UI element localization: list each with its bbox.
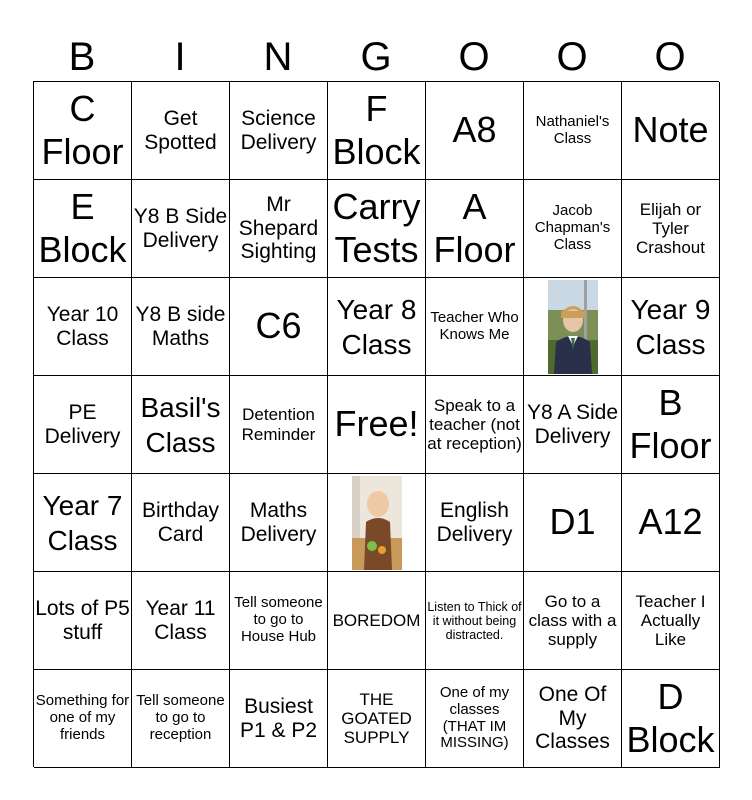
bingo-cell[interactable]: Maths Delivery	[230, 474, 328, 572]
bingo-cell[interactable]: A Floor	[426, 180, 524, 278]
boy-photo-image	[548, 280, 598, 374]
bingo-cell[interactable]: C6	[230, 278, 328, 376]
bingo-cell[interactable]: Speak to a teacher (not at reception)	[426, 376, 524, 474]
header-letter: G	[360, 35, 392, 79]
bingo-cell[interactable]: B Floor	[622, 376, 720, 474]
bingo-cell[interactable]: A8	[426, 82, 524, 180]
bingo-cell-photo[interactable]	[328, 474, 426, 572]
bingo-cell[interactable]: D1	[524, 474, 622, 572]
header-letter: O	[458, 35, 490, 79]
bingo-cell[interactable]: E Block	[34, 180, 132, 278]
bingo-cell[interactable]: BOREDOM	[328, 572, 426, 670]
bingo-cell[interactable]: English Delivery	[426, 474, 524, 572]
bingo-cell[interactable]: Carry Tests	[328, 180, 426, 278]
header-letter: I	[174, 35, 186, 79]
bingo-cell[interactable]: Mr Shepard Sighting	[230, 180, 328, 278]
bingo-cell[interactable]: Elijah or Tyler Crashout	[622, 180, 720, 278]
bingo-cell[interactable]: One Of My Classes	[524, 670, 622, 768]
bingo-cell[interactable]: Y8 B side Maths	[132, 278, 230, 376]
bingo-cell[interactable]: One of my classes (THAT IM MISSING)	[426, 670, 524, 768]
free-space-cell[interactable]: Free!	[328, 376, 426, 474]
bingo-cell[interactable]: Nathaniel's Class	[524, 82, 622, 180]
bingo-cell[interactable]: Year 11 Class	[132, 572, 230, 670]
bingo-cell[interactable]: Basil's Class	[132, 376, 230, 474]
header-letter: N	[263, 35, 293, 79]
bingo-cell[interactable]: Teacher Who Knows Me	[426, 278, 524, 376]
bingo-cell[interactable]: A12	[622, 474, 720, 572]
bingo-cell[interactable]: Y8 A Side Delivery	[524, 376, 622, 474]
bingo-cell[interactable]: Listen to Thick of it without being distracted.	[426, 572, 524, 670]
header-letter: B	[68, 35, 96, 79]
header-letter: O	[556, 35, 588, 79]
bingo-cell[interactable]: Year 7 Class	[34, 474, 132, 572]
toddler-photo-image	[352, 476, 402, 570]
header-letter: O	[654, 35, 686, 79]
bingo-cell[interactable]: Go to a class with a supply	[524, 572, 622, 670]
bingo-cell[interactable]: Teacher I Actually Like	[622, 572, 720, 670]
bingo-cell[interactable]: Detention Reminder	[230, 376, 328, 474]
bingo-cell[interactable]: Year 10 Class	[34, 278, 132, 376]
bingo-cell[interactable]: Y8 B Side Delivery	[132, 180, 230, 278]
bingo-cell[interactable]: THE GOATED SUPPLY	[328, 670, 426, 768]
bingo-header	[33, 32, 719, 82]
bingo-cell[interactable]: Something for one of my friends	[34, 670, 132, 768]
bingo-cell[interactable]: Science Delivery	[230, 82, 328, 180]
bingo-cell[interactable]: Get Spotted	[132, 82, 230, 180]
bingo-cell[interactable]: Tell someone to go to reception	[132, 670, 230, 768]
bingo-cell[interactable]: Birthday Card	[132, 474, 230, 572]
bingo-grid	[33, 81, 719, 767]
bingo-cell[interactable]: Tell someone to go to House Hub	[230, 572, 328, 670]
bingo-cell[interactable]: Note	[622, 82, 720, 180]
bingo-cell[interactable]: Year 8 Class	[328, 278, 426, 376]
bingo-cell[interactable]: PE Delivery	[34, 376, 132, 474]
bingo-cell[interactable]: F Block	[328, 82, 426, 180]
bingo-cell[interactable]: Jacob Chapman's Class	[524, 180, 622, 278]
bingo-cell-photo[interactable]	[524, 278, 622, 376]
bingo-cell[interactable]: C Floor	[34, 82, 132, 180]
bingo-cell[interactable]: Busiest P1 & P2	[230, 670, 328, 768]
bingo-cell[interactable]: D Block	[622, 670, 720, 768]
bingo-cell[interactable]: Lots of P5 stuff	[34, 572, 132, 670]
bingo-cell[interactable]: Year 9 Class	[622, 278, 720, 376]
